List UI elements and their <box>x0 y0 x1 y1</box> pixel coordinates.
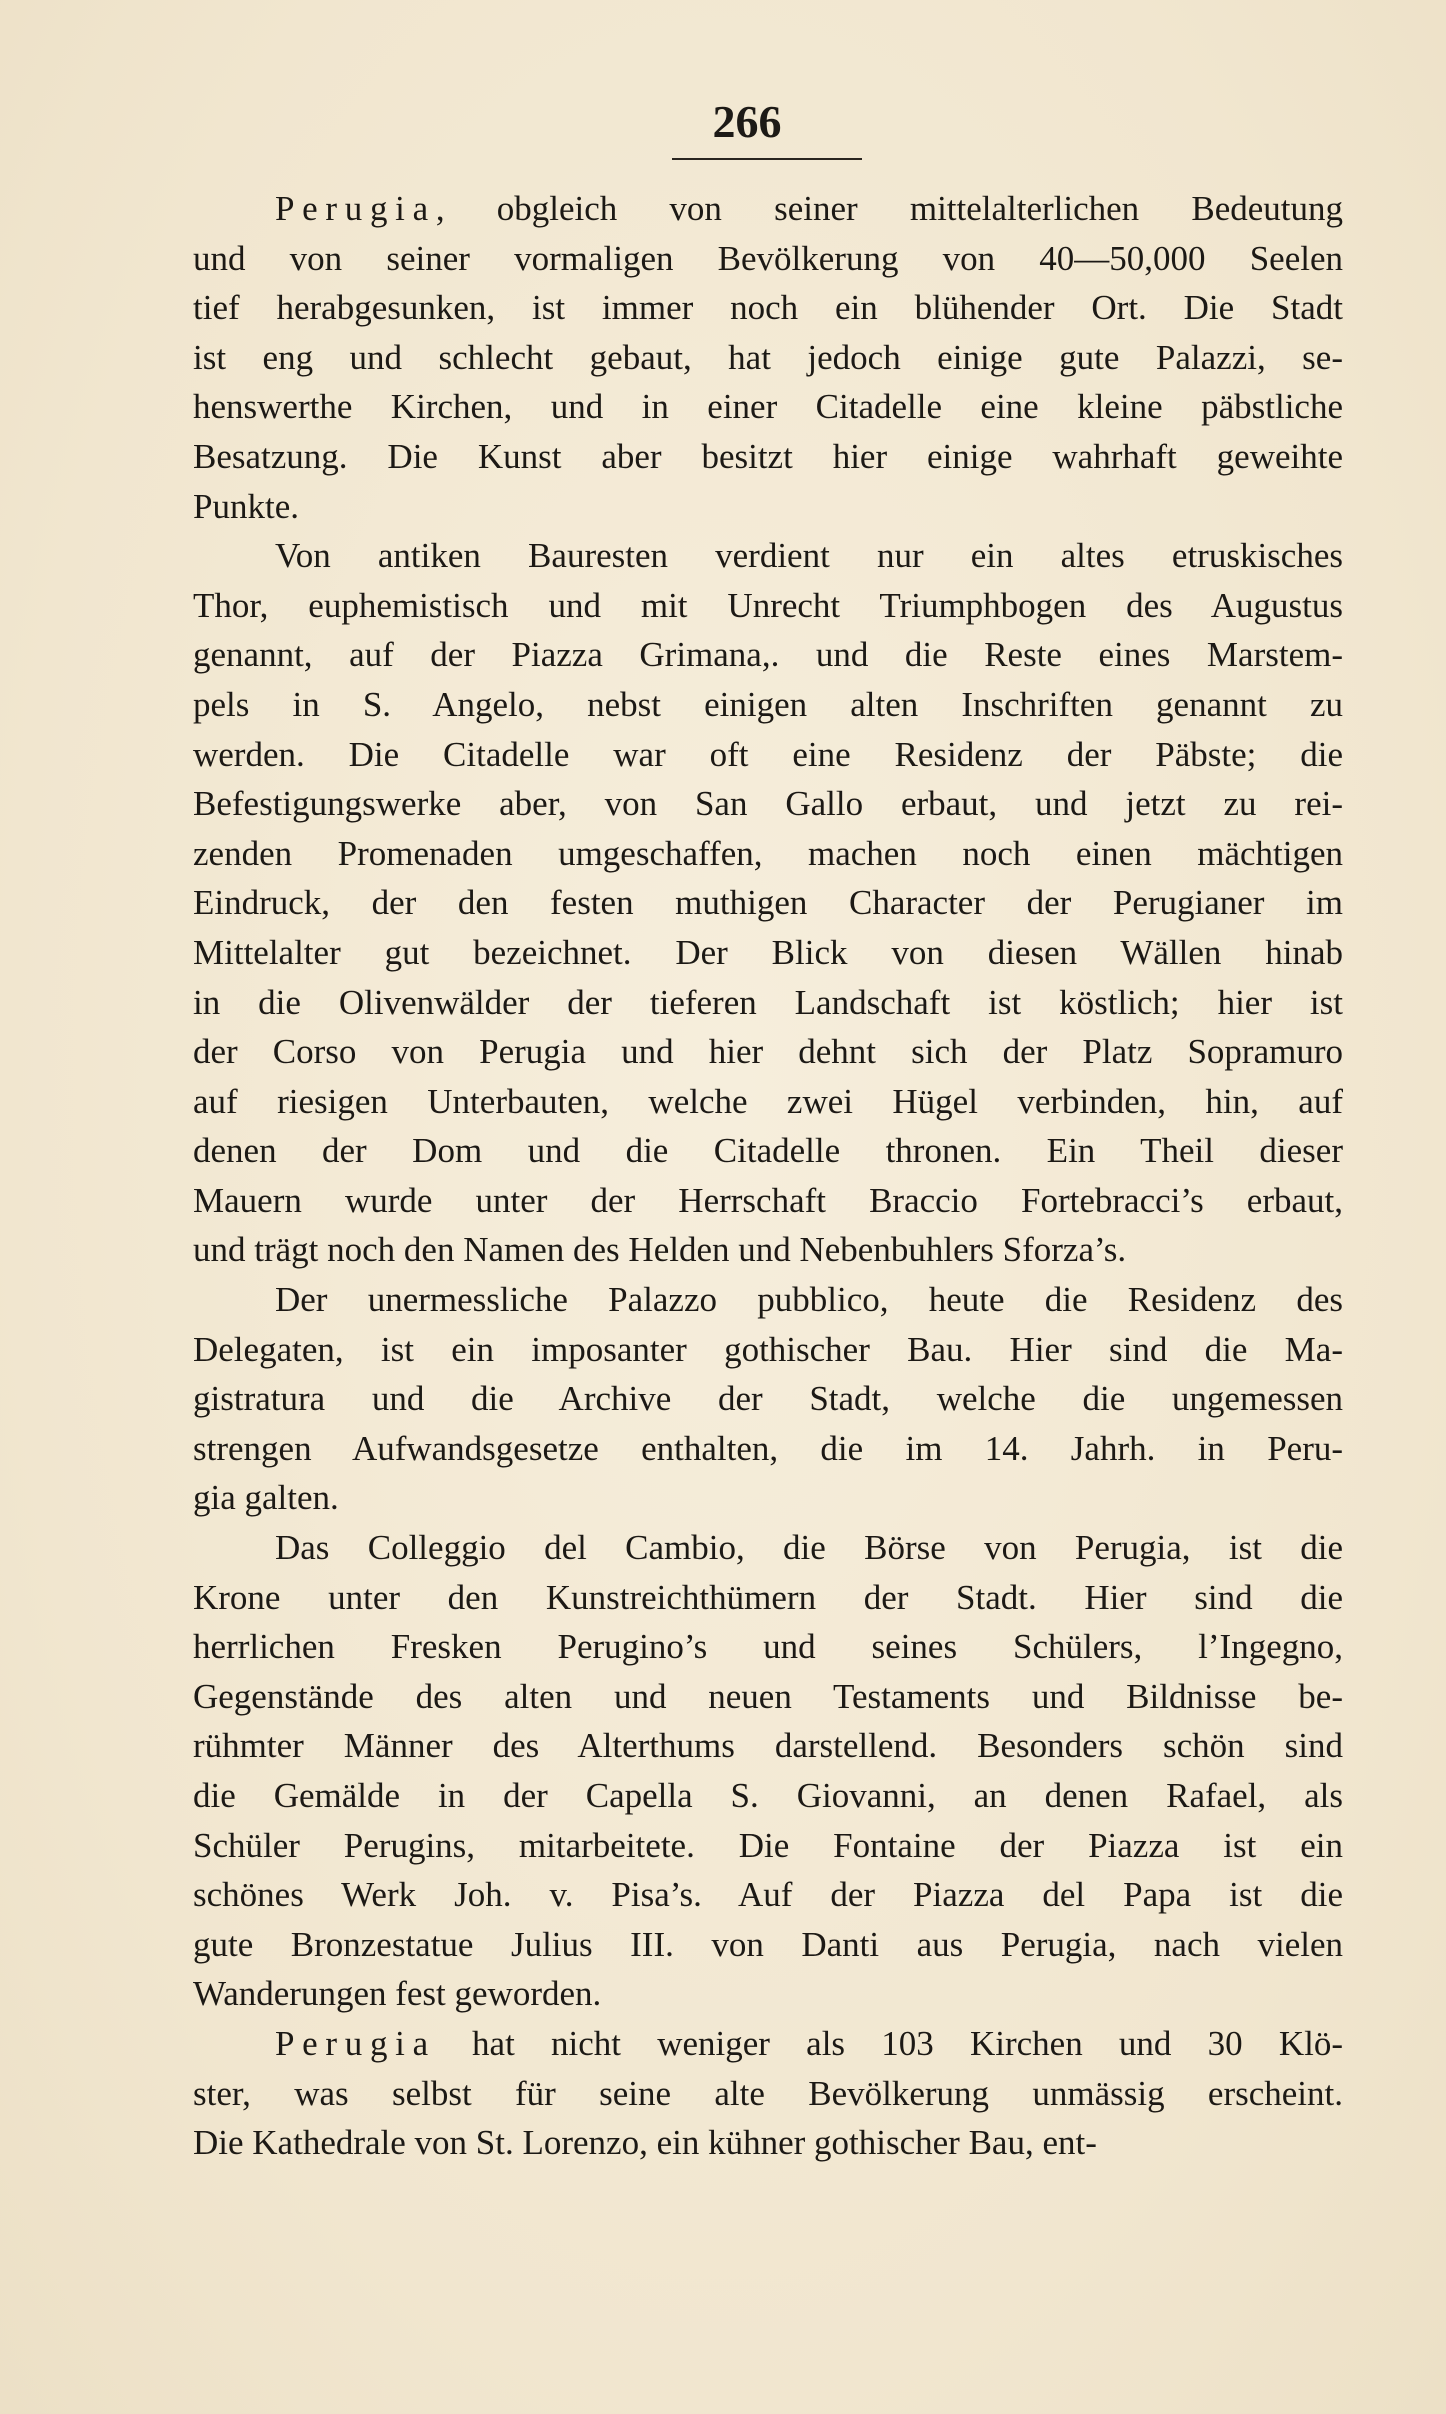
line-text: auf riesigen Unterbauten, welche zwei Hügel verbinden, hin, auf <box>193 1081 1343 1121</box>
line-text: der Corso von Perugia und hier dehnt sich der Platz Sopramuro <box>193 1032 1343 1072</box>
text-line <box>193 680 1343 730</box>
line-text: werden. Die Citadelle war oft eine Residenz der Päbste; die <box>193 734 1343 774</box>
line-text: Schüler Perugins, mitarbeitete. Die Fontaine der Piazza ist ein <box>193 1825 1343 1865</box>
paragraph <box>193 531 1343 1275</box>
page-number: 266 <box>712 96 782 147</box>
paragraph <box>193 1275 1343 1523</box>
text-line <box>193 333 1343 383</box>
line-text: schönes Werk Joh. v. Pisa’s. Auf der Piazza del Papa ist die <box>193 1875 1343 1915</box>
line-text: Wanderungen fest geworden. <box>193 1974 602 2014</box>
text-line <box>193 829 1343 879</box>
text-line <box>193 1176 1343 1226</box>
text-line <box>193 1672 1343 1722</box>
text-line <box>193 2118 1343 2168</box>
text-line <box>193 2019 1343 2069</box>
text-line <box>193 531 1343 581</box>
line-text: Der unermessliche Palazzo pubblico, heute die Residenz des <box>275 1280 1343 1320</box>
line-text: gia galten. <box>193 1478 339 1518</box>
text-line <box>193 234 1343 284</box>
text-line <box>193 2069 1343 2119</box>
line-text: Eindruck, der den festen muthigen Character der Perugianer im <box>193 883 1343 923</box>
page-header <box>672 92 862 162</box>
text-line <box>193 432 1343 482</box>
line-text: Das Colleggio del Cambio, die Börse von Perugia, ist die <box>275 1528 1343 1568</box>
line-text: ist eng und schlecht gebaut, hat jedoch einige gute Palazzi, se- <box>193 337 1343 377</box>
line-text: Krone unter den Kunstreichthümern der Stadt. Hier sind die <box>193 1577 1343 1617</box>
line-text: pels in S. Angelo, nebst einigen alten Inschriften genannt zu <box>193 684 1343 724</box>
text-line <box>193 978 1343 1028</box>
text-line <box>193 1721 1343 1771</box>
line-text: ster, was selbst für seine alte Bevölkerung unmässig erscheint. <box>193 2073 1343 2113</box>
text-line <box>193 283 1343 333</box>
text-line <box>193 1325 1343 1375</box>
text-line <box>193 878 1343 928</box>
paragraph <box>193 2019 1343 2168</box>
text-line <box>193 1473 1343 1523</box>
text-line <box>193 1523 1343 1573</box>
line-text: und trägt noch den Namen des Helden und Nebenbuhlers Sforza’s. <box>193 1230 1127 1270</box>
text-line <box>193 1622 1343 1672</box>
text-line <box>193 1225 1343 1275</box>
line-text: henswerthe Kirchen, und in einer Citadelle eine kleine päbstliche <box>193 387 1343 427</box>
line-text: Delegaten, ist ein imposanter gothischer Bau. Hier sind die Ma- <box>193 1329 1343 1369</box>
line-text: Die Kathedrale von St. Lorenzo, ein kühner gothischer Bau, ent- <box>193 2123 1097 2163</box>
text-line <box>193 1424 1343 1474</box>
line-text: gistratura und die Archive der Stadt, welche die ungemessen <box>193 1379 1343 1419</box>
text-line <box>193 581 1343 631</box>
line-text: herrlichen Fresken Perugino’s und seines Schülers, l’Ingegno, <box>193 1627 1343 1667</box>
line-text: tief herabgesunken, ist immer noch ein blühender Ort. Die Stadt <box>193 288 1343 328</box>
text-line <box>193 1275 1343 1325</box>
line-text: und von seiner vormaligen Bevölkerung von 40—50,000 Seelen <box>193 238 1343 278</box>
text-line <box>193 1920 1343 1970</box>
line-text: Punkte. <box>193 486 299 526</box>
text-line <box>193 1077 1343 1127</box>
text-line <box>193 1573 1343 1623</box>
line-text: Befestigungswerke aber, von San Gallo erbaut, und jetzt zu rei- <box>193 784 1343 824</box>
text-line <box>193 1870 1343 1920</box>
line-text: denen der Dom und die Citadelle thronen. Ein Theil dieser <box>193 1131 1343 1171</box>
paragraph <box>193 184 1343 531</box>
spaced-place-name: Perugia <box>275 189 436 228</box>
line-text: die Gemälde in der Capella S. Giovanni, an denen Rafael, als <box>193 1776 1343 1815</box>
text-line <box>193 184 1343 234</box>
line-text: Thor, euphemistisch und mit Unrecht Triumphbogen des Augustus <box>193 585 1343 625</box>
line-text: hat nicht weniger als 103 Kirchen und 30 Klö- <box>435 2023 1343 2063</box>
text-line <box>193 928 1343 978</box>
body-text <box>193 184 1343 2168</box>
text-line <box>193 1969 1343 2019</box>
text-line <box>193 1821 1343 1871</box>
spaced-place-name: Perugia <box>275 2023 436 2063</box>
text-line <box>193 482 1343 532</box>
paragraph <box>193 1523 1343 2019</box>
text-line <box>193 730 1343 780</box>
text-line <box>193 1126 1343 1176</box>
text-line <box>193 1027 1343 1077</box>
line-text: in die Olivenwälder der tieferen Landschaft ist köstlich; hier ist <box>193 982 1343 1022</box>
line-text: Mauern wurde unter der Herrschaft Braccio Fortebracci’s erbaut, <box>193 1180 1343 1220</box>
line-text: strengen Aufwandsgesetze enthalten, die im 14. Jahrh. in Peru- <box>193 1428 1343 1468</box>
line-text: , obgleich von seiner mittelalterlichen Bedeutung <box>435 189 1343 228</box>
text-line <box>193 779 1343 829</box>
line-text: Gegenstände des alten und neuen Testaments und Bildnisse be- <box>193 1676 1343 1716</box>
line-text: gute Bronzestatue Julius III. von Danti aus Perugia, nach vielen <box>193 1924 1343 1964</box>
text-line <box>193 630 1343 680</box>
header-rule <box>672 158 862 160</box>
text-line <box>193 382 1343 432</box>
line-text: genannt, auf der Piazza Grimana,. und die Reste eines Marstem- <box>193 635 1343 675</box>
line-text: Besatzung. Die Kunst aber besitzt hier einige wahrhaft geweihte <box>193 436 1343 476</box>
text-line <box>193 1374 1343 1424</box>
line-text: zenden Promenaden umgeschaffen, machen noch einen mächtigen <box>193 833 1343 873</box>
text-line <box>193 1771 1343 1821</box>
line-text: Mittelalter gut bezeichnet. Der Blick von diesen Wällen hinab <box>193 932 1343 972</box>
line-text: Von antiken Bauresten verdient nur ein altes etruskisches <box>275 536 1343 576</box>
line-text: rühmter Männer des Alterthums darstellend. Besonders schön sind <box>193 1726 1343 1766</box>
